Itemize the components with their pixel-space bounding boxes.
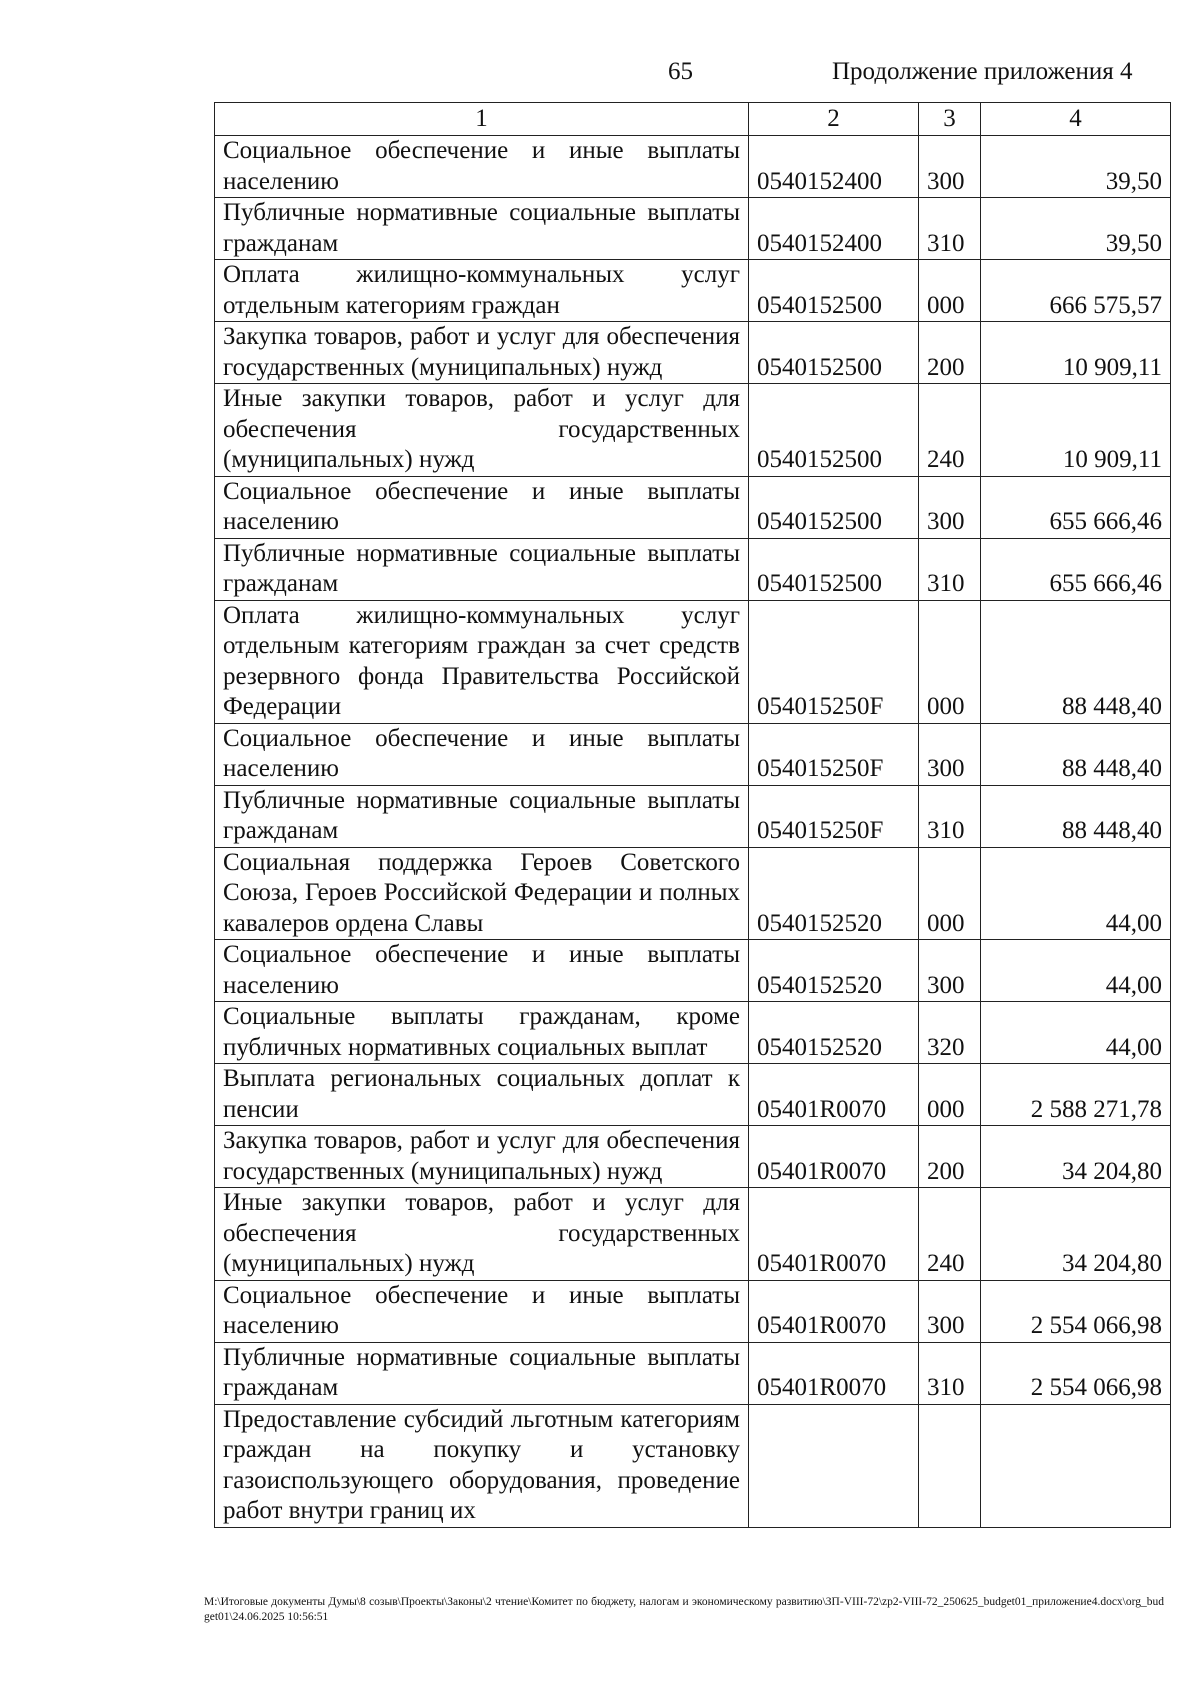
expense-type-cell: 300	[919, 723, 981, 785]
expense-name-cell: Социальное обеспечение и иные выплаты населению	[215, 723, 749, 785]
target-article-code-cell: 0540152520	[749, 847, 919, 940]
table-row	[215, 1280, 1171, 1342]
target-article-code-cell: 054015250F	[749, 785, 919, 847]
table-row	[215, 384, 1171, 477]
amount-cell: 88 448,40	[981, 785, 1171, 847]
expense-name-cell: Публичные нормативные социальные выплаты гражданам	[215, 785, 749, 847]
expense-name-cell: Предоставление субсидий льготным категориям граждан на покупку и установку газоиспользующего оборудования, проведение работ внутри границ их	[215, 1404, 749, 1527]
header-row	[215, 103, 1171, 136]
expense-type-cell: 310	[919, 198, 981, 260]
amount-cell: 2 588 271,78	[981, 1064, 1171, 1126]
table-row	[215, 600, 1171, 723]
table-row	[215, 1342, 1171, 1404]
expense-name-cell: Оплата жилищно-коммунальных услуг отдельным категориям граждан	[215, 260, 749, 322]
expense-name-cell: Социальная поддержка Героев Советского Союза, Героев Российской Федерации и полных кавалеров ордена Славы	[215, 847, 749, 940]
target-article-code-cell: 0540152520	[749, 1002, 919, 1064]
amount-cell: 2 554 066,98	[981, 1342, 1171, 1404]
amount-cell: 88 448,40	[981, 600, 1171, 723]
expense-type-cell: 310	[919, 538, 981, 600]
expense-name-cell: Социальное обеспечение и иные выплаты населению	[215, 136, 749, 198]
table-row	[215, 260, 1171, 322]
target-article-code-cell: 0540152500	[749, 322, 919, 384]
amount-cell	[981, 1404, 1171, 1527]
table-row	[215, 940, 1171, 1002]
table-row	[215, 538, 1171, 600]
target-article-code-cell: 05401R0070	[749, 1064, 919, 1126]
expense-type-cell: 000	[919, 600, 981, 723]
target-article-code-cell: 0540152500	[749, 260, 919, 322]
amount-cell: 44,00	[981, 1002, 1171, 1064]
target-article-code-cell: 0540152500	[749, 538, 919, 600]
column-header-1: 1	[215, 103, 749, 136]
expense-name-cell: Публичные нормативные социальные выплаты гражданам	[215, 1342, 749, 1404]
expense-name-cell: Социальные выплаты гражданам, кроме публичных нормативных социальных выплат	[215, 1002, 749, 1064]
table-row	[215, 136, 1171, 198]
expense-type-cell: 300	[919, 136, 981, 198]
expense-type-cell: 000	[919, 847, 981, 940]
target-article-code-cell: 0540152500	[749, 384, 919, 477]
expense-name-cell: Социальное обеспечение и иные выплаты населению	[215, 476, 749, 538]
target-article-code-cell: 0540152500	[749, 476, 919, 538]
expense-name-cell: Закупка товаров, работ и услуг для обеспечения государственных (муниципальных) нужд	[215, 1126, 749, 1188]
amount-cell: 44,00	[981, 847, 1171, 940]
table-row	[215, 1126, 1171, 1188]
expense-type-cell: 200	[919, 322, 981, 384]
table-row	[215, 1404, 1171, 1527]
table-row	[215, 785, 1171, 847]
expense-name-cell: Иные закупки товаров, работ и услуг для обеспечения государственных (муниципальных) нужд	[215, 384, 749, 477]
expense-type-cell: 300	[919, 940, 981, 1002]
expense-type-cell: 310	[919, 1342, 981, 1404]
amount-cell: 39,50	[981, 136, 1171, 198]
expense-type-cell: 240	[919, 384, 981, 477]
table-row	[215, 476, 1171, 538]
expense-type-cell: 300	[919, 1280, 981, 1342]
amount-cell: 655 666,46	[981, 538, 1171, 600]
column-header-3: 3	[919, 103, 981, 136]
table-row	[215, 1064, 1171, 1126]
expense-name-cell: Выплата региональных социальных доплат к пенсии	[215, 1064, 749, 1126]
target-article-code-cell: 05401R0070	[749, 1280, 919, 1342]
target-article-code-cell: 054015250F	[749, 600, 919, 723]
amount-cell: 88 448,40	[981, 723, 1171, 785]
amount-cell: 10 909,11	[981, 322, 1171, 384]
target-article-code-cell: 05401R0070	[749, 1126, 919, 1188]
column-header-2: 2	[749, 103, 919, 136]
amount-cell: 666 575,57	[981, 260, 1171, 322]
expense-type-cell: 310	[919, 785, 981, 847]
expense-type-cell: 200	[919, 1126, 981, 1188]
expense-name-cell: Социальное обеспечение и иные выплаты населению	[215, 940, 749, 1002]
amount-cell: 34 204,80	[981, 1188, 1171, 1281]
expense-type-cell: 300	[919, 476, 981, 538]
table-row	[215, 198, 1171, 260]
target-article-code-cell: 0540152520	[749, 940, 919, 1002]
table-header	[215, 103, 1171, 136]
table-row	[215, 847, 1171, 940]
table-row	[215, 1188, 1171, 1281]
expense-type-cell: 240	[919, 1188, 981, 1281]
target-article-code-cell: 0540152400	[749, 198, 919, 260]
expense-name-cell: Иные закупки товаров, работ и услуг для обеспечения государственных (муниципальных) нужд	[215, 1188, 749, 1281]
amount-cell: 2 554 066,98	[981, 1280, 1171, 1342]
column-header-4: 4	[981, 103, 1171, 136]
target-article-code-cell	[749, 1404, 919, 1527]
target-article-code-cell: 054015250F	[749, 723, 919, 785]
expense-name-cell: Оплата жилищно-коммунальных услуг отдельным категориям граждан за счет средств резервного фонда Правительства Российской Федерации	[215, 600, 749, 723]
expense-name-cell: Закупка товаров, работ и услуг для обеспечения государственных (муниципальных) нужд	[215, 322, 749, 384]
expense-type-cell	[919, 1404, 981, 1527]
amount-cell: 44,00	[981, 940, 1171, 1002]
expense-name-cell: Публичные нормативные социальные выплаты гражданам	[215, 538, 749, 600]
expense-name-cell: Социальное обеспечение и иные выплаты населению	[215, 1280, 749, 1342]
document-file-path: М:\Итоговые документы Думы\8 созыв\Проекты\Законы\2 чтение\Комитет по бюджету, налогам и экономическому развитию\ЗП-VIII-72\zp2-VIII-72_250625_budget01_приложение4.docx\org_budget01\24.06.2025 10:56:51	[204, 1596, 1164, 1623]
target-article-code-cell: 05401R0070	[749, 1188, 919, 1281]
expense-type-cell: 000	[919, 260, 981, 322]
expense-name-cell: Публичные нормативные социальные выплаты гражданам	[215, 198, 749, 260]
amount-cell: 39,50	[981, 198, 1171, 260]
target-article-code-cell: 05401R0070	[749, 1342, 919, 1404]
table-row	[215, 1002, 1171, 1064]
page-number: 65	[668, 58, 693, 85]
table-body	[215, 136, 1171, 1528]
expense-type-cell: 000	[919, 1064, 981, 1126]
amount-cell: 34 204,80	[981, 1126, 1171, 1188]
appendix-continuation-label: Продолжение приложения 4	[832, 58, 1133, 85]
amount-cell: 655 666,46	[981, 476, 1171, 538]
budget-table	[214, 102, 1171, 1528]
expense-type-cell: 320	[919, 1002, 981, 1064]
table-row	[215, 322, 1171, 384]
target-article-code-cell: 0540152400	[749, 136, 919, 198]
amount-cell: 10 909,11	[981, 384, 1171, 477]
table-row	[215, 723, 1171, 785]
